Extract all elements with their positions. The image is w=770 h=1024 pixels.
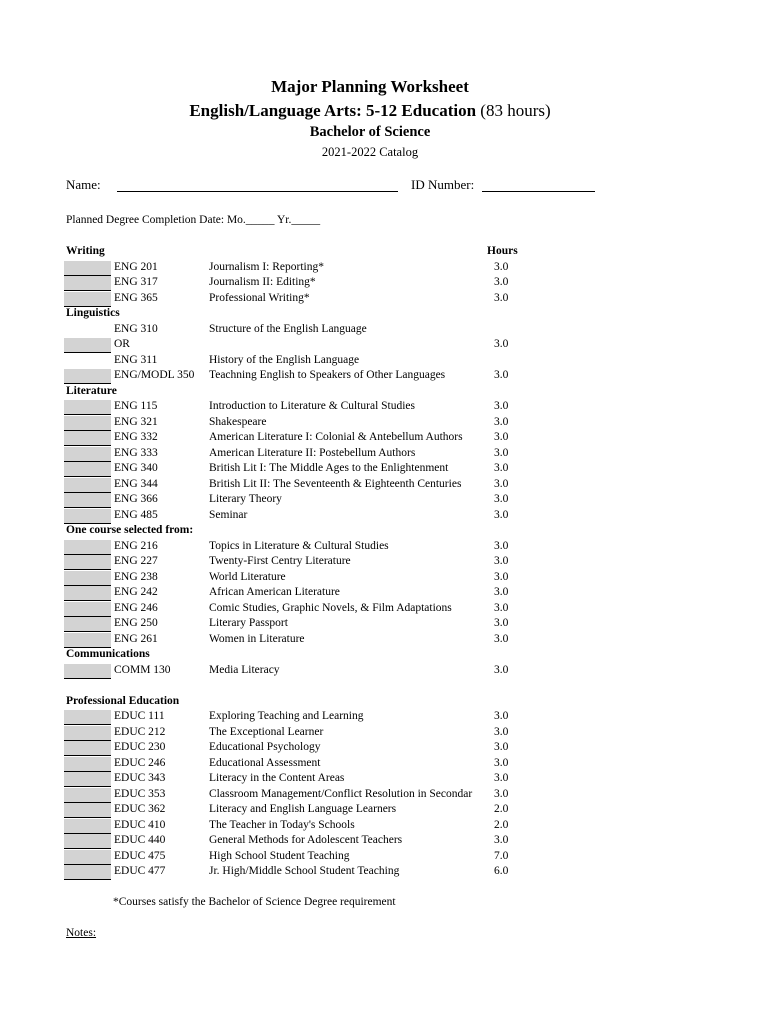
course-row (0, 865, 770, 881)
completion-checkbox-field[interactable] (64, 447, 111, 462)
course-row (0, 431, 770, 447)
completion-checkbox-field[interactable] (64, 586, 111, 601)
course-row (0, 400, 770, 416)
course-code: EDUC 362 (114, 803, 166, 815)
section-header (0, 648, 770, 664)
course-row (0, 416, 770, 432)
course-hours: 3.0 (494, 834, 509, 846)
course-row (0, 726, 770, 742)
course-title: General Methods for Adolescent Teachers (209, 834, 403, 846)
course-code: ENG 261 (114, 632, 158, 645)
course-code: ENG 365 (114, 291, 158, 304)
course-code: EDUC 246 (114, 756, 166, 769)
course-code: ENG/MODL 350 (114, 369, 195, 381)
section-title: Professional Education (66, 694, 180, 707)
course-row (0, 447, 770, 463)
completion-checkbox-field[interactable] (64, 571, 111, 586)
course-title: Teachning English to Speakers of Other Languages (209, 369, 446, 381)
completion-checkbox-field[interactable] (64, 338, 111, 353)
completion-checkbox-field[interactable] (64, 462, 111, 477)
course-row (0, 478, 770, 494)
section-header (0, 524, 770, 540)
completion-checkbox-field[interactable] (64, 400, 111, 415)
footnote: *Courses satisfy the Bachelor of Science Degree requirement (113, 896, 396, 908)
course-code: EDUC 440 (114, 834, 166, 846)
course-title: Literacy and English Language Learners (209, 803, 397, 815)
completion-checkbox-field[interactable] (64, 369, 111, 384)
course-title: The Exceptional Learner (209, 725, 324, 738)
id-number-label: ID Number: (411, 177, 475, 192)
course-title: Seminar (209, 508, 248, 521)
section-header (0, 307, 770, 323)
course-code: ENG 201 (114, 260, 158, 273)
course-title: Twenty-First Centry Literature (209, 555, 351, 567)
course-title: Journalism I: Reporting* (209, 260, 324, 273)
course-code: COMM 130 (114, 663, 171, 676)
course-title: Comic Studies, Graphic Novels, & Film Adaptations (209, 601, 452, 614)
course-hours: 7.0 (494, 849, 509, 862)
course-title: British Lit I: The Middle Ages to the Enlightenment (209, 462, 449, 474)
course-title: Literary Theory (209, 493, 282, 505)
course-row (0, 292, 770, 308)
completion-checkbox-field[interactable] (64, 416, 111, 431)
course-hours: 3.0 (494, 400, 509, 412)
course-hours: 2.0 (494, 818, 509, 831)
course-title: Women in Literature (209, 632, 305, 645)
course-title: History of the English Language (209, 353, 360, 366)
course-hours: 3.0 (494, 508, 509, 521)
program-title (0, 101, 740, 121)
course-code: EDUC 343 (114, 772, 166, 784)
course-code: EDUC 230 (114, 741, 166, 753)
completion-checkbox-field[interactable] (64, 664, 111, 679)
course-hours: 3.0 (494, 772, 509, 784)
program-hours: (83 hours) (476, 101, 551, 120)
course-title: Structure of the English Language (209, 322, 367, 335)
completion-checkbox-field[interactable] (64, 509, 111, 524)
completion-checkbox-field[interactable] (64, 478, 111, 493)
completion-checkbox-field[interactable] (64, 850, 111, 865)
course-row (0, 586, 770, 602)
course-row (0, 509, 770, 525)
course-code: EDUC 353 (114, 787, 166, 800)
course-code: EDUC 410 (114, 818, 166, 831)
course-code: EDUC 111 (114, 710, 165, 722)
completion-checkbox-field[interactable] (64, 834, 111, 849)
course-row (0, 462, 770, 478)
course-hours: 3.0 (494, 431, 509, 443)
course-row (0, 617, 770, 633)
section-title: Communications (66, 648, 150, 660)
course-code: EDUC 477 (114, 865, 166, 877)
completion-checkbox-field[interactable] (64, 757, 111, 772)
course-row (0, 338, 770, 354)
course-hours: 3.0 (494, 756, 509, 769)
program-name: English/Language Arts: 5-12 Education (189, 101, 477, 120)
course-hours: 3.0 (494, 617, 509, 629)
course-hours: 3.0 (494, 632, 509, 645)
hours-column-header: Hours (487, 245, 518, 257)
section-title: Writing (66, 245, 105, 257)
course-row (0, 788, 770, 804)
completion-checkbox-field[interactable] (64, 819, 111, 834)
course-hours: 3.0 (494, 586, 509, 598)
completion-checkbox-field[interactable] (64, 493, 111, 508)
course-row (0, 741, 770, 757)
completion-checkbox-field[interactable] (64, 276, 111, 291)
course-title: Professional Writing* (209, 291, 310, 304)
completion-checkbox-field[interactable] (64, 788, 111, 803)
course-title: Jr. High/Middle School Student Teaching (209, 865, 400, 877)
course-code: ENG 311 (114, 353, 158, 366)
course-title: Media Literacy (209, 663, 280, 676)
course-code: ENG 366 (114, 493, 158, 505)
course-title: Literary Passport (209, 617, 288, 629)
course-row (0, 571, 770, 587)
course-title: American Literature I: Colonial & Antebellum Authors (209, 431, 463, 443)
worksheet-title: Major Planning Worksheet (271, 77, 469, 96)
course-title: African American Literature (209, 586, 340, 598)
course-code: ENG 250 (114, 617, 158, 629)
course-hours: 3.0 (494, 725, 509, 738)
course-row (0, 369, 770, 385)
completion-checkbox-field[interactable] (64, 540, 111, 555)
course-code: ENG 216 (114, 539, 158, 552)
completion-checkbox-field[interactable] (64, 431, 111, 446)
course-row (0, 276, 770, 292)
course-title: Topics in Literature & Cultural Studies (209, 539, 389, 552)
course-row (0, 493, 770, 509)
section-title: Literature (66, 384, 117, 397)
course-row (0, 602, 770, 618)
course-hours: 3.0 (494, 493, 509, 505)
course-hours: 3.0 (494, 260, 509, 273)
course-hours: 3.0 (494, 477, 509, 490)
catalog-year: 2021-2022 Catalog (321, 145, 419, 159)
completion-checkbox-field[interactable] (64, 292, 111, 307)
completion-checkbox-field[interactable] (64, 261, 111, 276)
completion-checkbox-field[interactable] (64, 602, 111, 617)
course-code: ENG 317 (114, 276, 158, 288)
course-title: High School Student Teaching (209, 849, 350, 862)
course-hours: 3.0 (494, 276, 509, 288)
section-header (0, 245, 770, 261)
course-row (0, 323, 770, 339)
course-row (0, 772, 770, 788)
course-hours: 3.0 (494, 787, 509, 800)
course-code: ENG 485 (114, 508, 158, 521)
name-field[interactable] (117, 191, 398, 192)
course-code: ENG 227 (114, 555, 158, 567)
completion-checkbox-field[interactable] (64, 741, 111, 756)
course-hours: 3.0 (494, 291, 509, 304)
section-header (0, 385, 770, 401)
course-code: EDUC 212 (114, 725, 166, 738)
course-hours: 3.0 (494, 415, 509, 428)
course-code: ENG 115 (114, 400, 158, 412)
course-code: ENG 321 (114, 415, 158, 428)
course-code: ENG 340 (114, 462, 158, 474)
course-code: OR (114, 338, 130, 350)
completion-checkbox-field[interactable] (64, 772, 111, 787)
course-row (0, 354, 770, 370)
completion-checkbox-field[interactable] (64, 555, 111, 570)
course-hours: 3.0 (494, 741, 509, 753)
course-code: ENG 246 (114, 601, 158, 614)
completion-checkbox-field[interactable] (64, 803, 111, 818)
course-row (0, 555, 770, 571)
course-title: Introduction to Literature & Cultural Studies (209, 400, 416, 412)
completion-checkbox-field[interactable] (64, 710, 111, 725)
course-row (0, 664, 770, 680)
course-hours: 6.0 (494, 865, 509, 877)
degree-title: Bachelor of Science (309, 124, 431, 140)
course-title: American Literature II: Postebellum Authors (209, 446, 416, 459)
course-row (0, 261, 770, 277)
section-header (0, 695, 770, 711)
course-hours: 2.0 (494, 803, 509, 815)
course-row (0, 834, 770, 850)
completion-checkbox-field[interactable] (64, 633, 111, 648)
course-hours: 3.0 (494, 555, 509, 567)
notes-label: Notes: (66, 927, 97, 939)
course-row (0, 757, 770, 773)
course-title: Literacy in the Content Areas (209, 772, 345, 784)
course-hours: 3.0 (494, 446, 509, 459)
course-code: EDUC 475 (114, 849, 166, 862)
course-row (0, 850, 770, 866)
course-code: ENG 242 (114, 586, 158, 598)
id-number-field[interactable] (482, 191, 595, 192)
course-code: ENG 310 (114, 322, 158, 335)
course-hours: 3.0 (494, 369, 509, 381)
course-title: Shakespeare (209, 415, 267, 428)
course-hours: 3.0 (494, 338, 509, 350)
course-row (0, 819, 770, 835)
name-label: Name: (66, 177, 101, 192)
course-title: Exploring Teaching and Learning (209, 710, 364, 722)
course-title: The Teacher in Today's Schools (209, 818, 355, 831)
course-row (0, 710, 770, 726)
course-title: World Literature (209, 570, 286, 583)
course-code: ENG 344 (114, 477, 158, 490)
course-hours: 3.0 (494, 539, 509, 552)
course-code: ENG 332 (114, 431, 158, 443)
course-hours: 3.0 (494, 462, 509, 474)
course-row (0, 633, 770, 649)
course-hours: 3.0 (494, 570, 509, 583)
course-row (0, 803, 770, 819)
course-title: Classroom Management/Conflict Resolution in Secondar (209, 787, 473, 800)
course-title: Journalism II: Editing* (209, 276, 316, 288)
course-title: Educational Psychology (209, 741, 321, 753)
course-title: British Lit II: The Seventeenth & Eighteenth Centuries (209, 477, 462, 490)
course-hours: 3.0 (494, 601, 509, 614)
course-row (0, 540, 770, 556)
course-hours: 3.0 (494, 710, 509, 722)
planned-completion-date: Planned Degree Completion Date: Mo._____ Yr._____ (66, 214, 321, 226)
section-title: One course selected from: (66, 524, 194, 536)
course-code: ENG 238 (114, 570, 158, 583)
course-title: Educational Assessment (209, 756, 321, 769)
completion-checkbox-field[interactable] (64, 726, 111, 741)
completion-checkbox-field[interactable] (64, 617, 111, 632)
course-code: ENG 333 (114, 446, 158, 459)
completion-checkbox-field[interactable] (64, 865, 111, 880)
spacer-row (0, 679, 770, 695)
section-title: Linguistics (66, 307, 120, 319)
course-hours: 3.0 (494, 663, 509, 676)
